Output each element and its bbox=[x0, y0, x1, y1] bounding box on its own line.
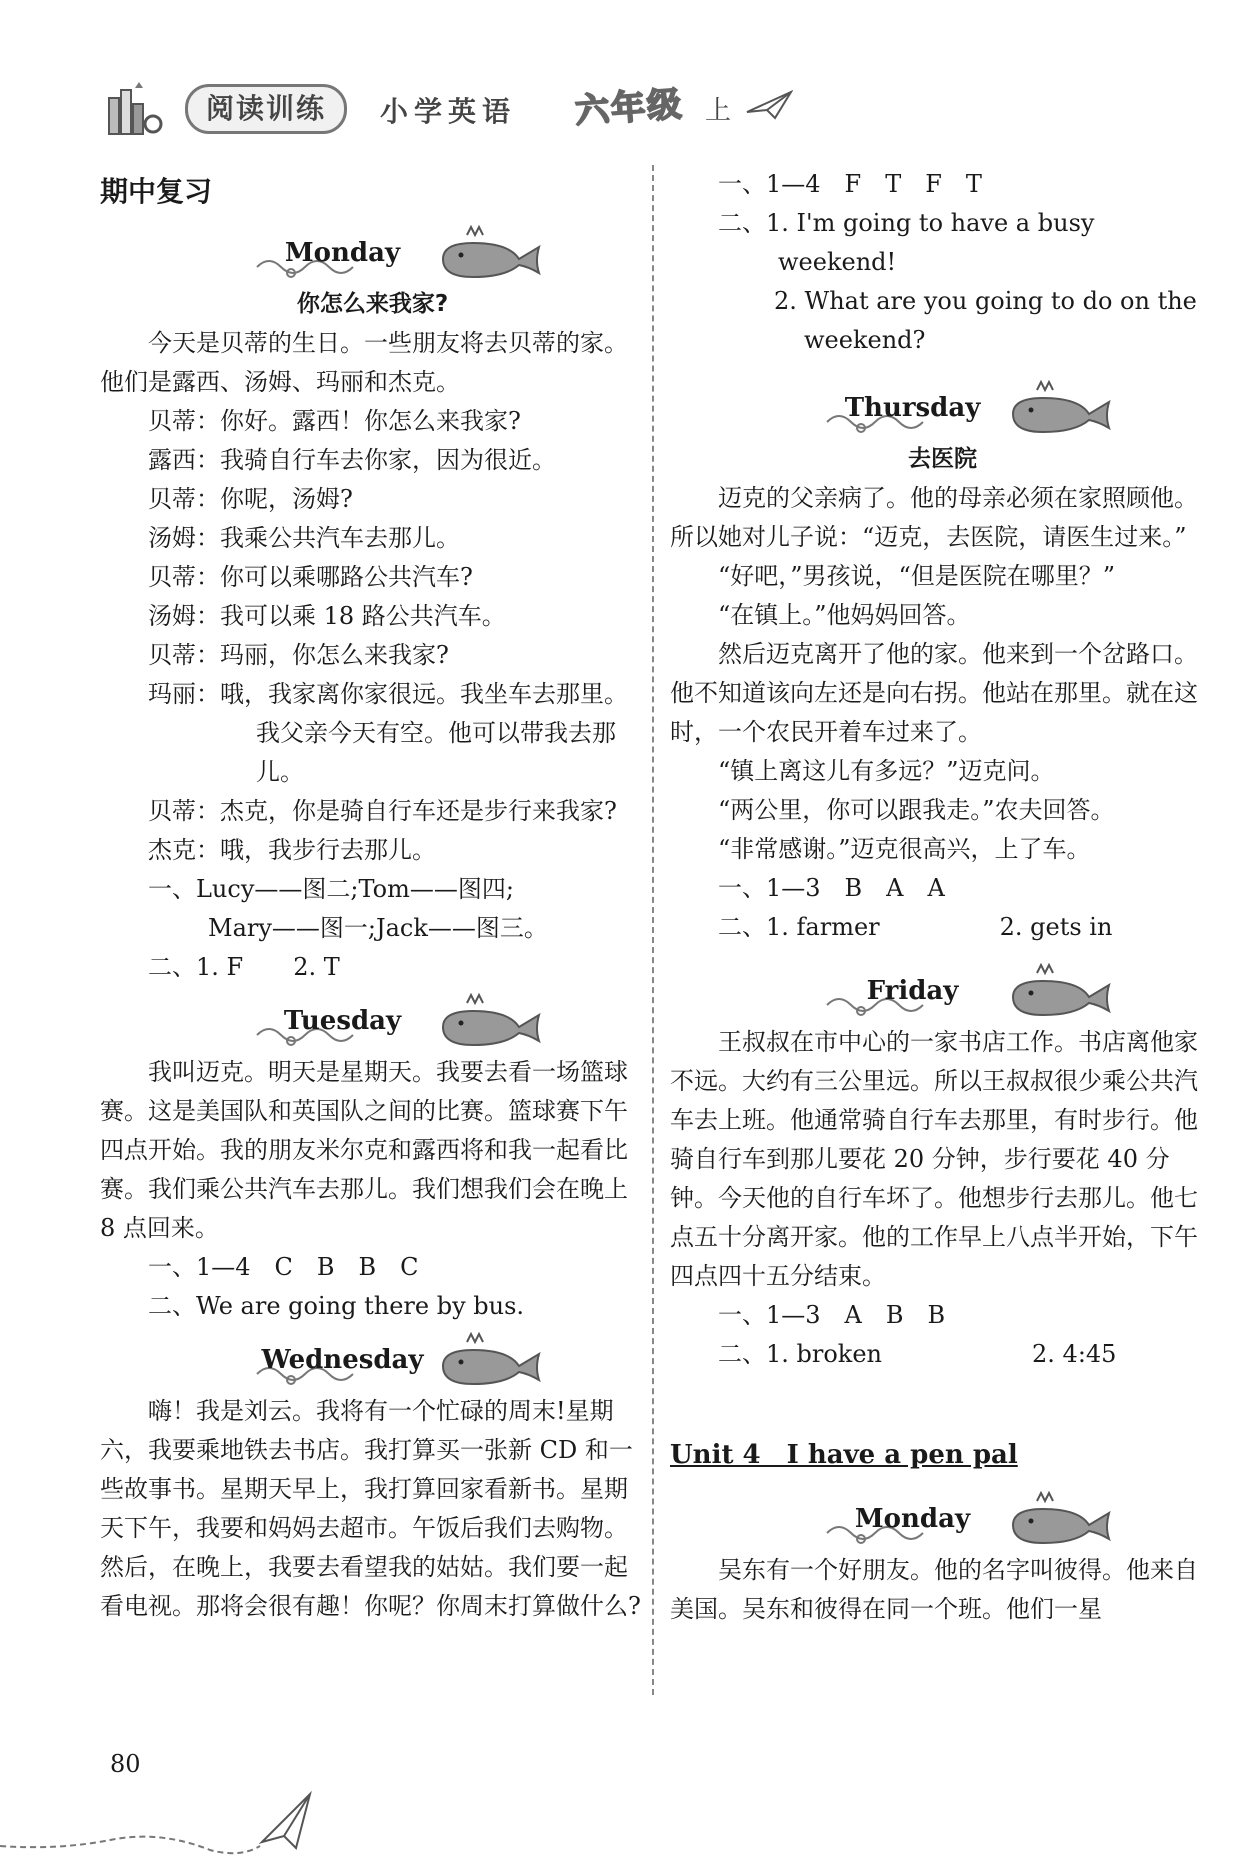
dialogue-line: 汤姆：我乘公共汽车去那儿。 bbox=[148, 524, 460, 552]
answer-item: 2. gets in bbox=[999, 913, 1113, 941]
day-heading-monday-unit4 bbox=[670, 1491, 1215, 1547]
dialogue-line: 贝蒂：玛丽，你怎么来我家? bbox=[148, 641, 449, 669]
answer-line bbox=[670, 1335, 1215, 1374]
answer-line: 一、Lucy——图二;Tom——图四; bbox=[148, 875, 514, 903]
whale-icon bbox=[1005, 963, 1115, 1019]
passage-text: 王叔叔在市中心的一家书店工作。书店离他家不远。大约有三公里远。所以王叔叔很少乘公共汽车去上班。他通常骑自行车去那里，有时步行。他骑自行车到那儿要花 20 分钟，步行要花 40 分钟。今天他的自行车坏了。他想步行去那儿。他七点五十分离开家。他的工作早上八点半开始，下午四点四十五分结束。 bbox=[670, 1028, 1198, 1290]
paper-plane-icon bbox=[745, 88, 793, 122]
dialogue-line: 玛丽：哦，我家离你家很远。我坐车去那里。我父亲今天有空。他可以带我去那儿。 bbox=[148, 680, 628, 786]
whale-icon bbox=[435, 993, 545, 1049]
dialogue-line: 贝蒂：杰克，你是骑自行车还是步行来我家? bbox=[148, 797, 617, 825]
day-heading-friday bbox=[670, 963, 1215, 1019]
answer-item: 二、1. F bbox=[148, 953, 244, 981]
day-heading-thursday bbox=[670, 380, 1215, 436]
passage-paragraph: “好吧，”男孩说，“但是医院在哪里？” bbox=[718, 562, 1116, 590]
passage-text: 吴东有一个好朋友。他的名字叫彼得。他来自美国。吴东和彼得在同一个班。他们一星 bbox=[670, 1556, 1198, 1623]
answer-line: Mary——图一;Jack——图三。 bbox=[208, 914, 548, 942]
left-column bbox=[100, 165, 645, 1626]
unit-title: Unit 4 I have a pen pal bbox=[670, 1440, 1018, 1470]
day-name: Monday bbox=[284, 238, 401, 268]
passage-paragraph: “镇上离这儿有多远？”迈克问。 bbox=[718, 757, 1055, 785]
answer-line: 一、1—4 F T F T bbox=[718, 170, 982, 198]
right-column bbox=[670, 165, 1215, 1629]
whale-icon bbox=[435, 225, 545, 281]
answer-item: 二、1. farmer bbox=[718, 913, 880, 941]
term-label: 上 bbox=[705, 96, 732, 126]
answer-line: 二、1. I'm going to have a busy weekend! bbox=[718, 209, 1095, 276]
answer-line: 2. What are you going to do on the weekend? bbox=[774, 287, 1197, 354]
section-title: 期中复习 bbox=[100, 175, 213, 208]
answer-line: 二、We are going there by bus. bbox=[148, 1292, 525, 1320]
answer-item: 2. T bbox=[293, 953, 340, 981]
whale-icon bbox=[1005, 380, 1115, 436]
answer-item: 2. 4:45 bbox=[1032, 1340, 1117, 1368]
paper-plane-icon bbox=[262, 1794, 310, 1848]
passage-intro: 今天是贝蒂的生日。一些朋友将去贝蒂的家。他们是露西、汤姆、玛丽和杰克。 bbox=[100, 329, 628, 396]
passage-paragraph: “两公里，你可以跟我走。”农夫回答。 bbox=[718, 796, 1115, 824]
passage-text: 嗨！我是刘云。我将有一个忙碌的周末!星期六，我要乘地铁去书店。我打算买一张新 CD 和一些故事书。星期天早上，我打算回家看新书。星期天下午，我要和妈妈去超市。午饭后我们去购物。然后，在晚上，我要去看望我的姑姑。我们要一起看电视。那将会很有趣！你呢？你周末打算做什么? bbox=[100, 1397, 641, 1620]
day-name: Monday bbox=[854, 1504, 971, 1534]
dialogue-line: 贝蒂：你可以乘哪路公共汽车? bbox=[148, 563, 473, 591]
day-heading-wednesday bbox=[100, 1332, 645, 1388]
page-number: 80 bbox=[110, 1750, 141, 1778]
dialogue-line: 露西：我骑自行车去你家，因为很近。 bbox=[148, 446, 556, 474]
whale-icon bbox=[435, 1332, 545, 1388]
passage-paragraph: 然后迈克离开了他的家。他来到一个岔路口。他不知道该向左还是向右拐。他站在那里。就在这时，一个农民开着车过来了。 bbox=[670, 640, 1198, 746]
day-name: Tuesday bbox=[283, 1006, 402, 1036]
subject-label: 小学英语 bbox=[380, 95, 517, 128]
passage-paragraph: “非常感谢。”迈克很高兴，上了车。 bbox=[718, 835, 1091, 863]
day-name: Thursday bbox=[844, 393, 981, 423]
answer-line bbox=[100, 948, 645, 987]
dialogue-line: 贝蒂：你好。露西！你怎么来我家? bbox=[148, 407, 521, 435]
day-name: Friday bbox=[866, 976, 959, 1006]
passage-title: 去医院 bbox=[908, 446, 977, 472]
page-header bbox=[95, 70, 815, 140]
passage-title: 你怎么来我家? bbox=[296, 291, 449, 317]
answer-line: 一、1—3 A B B bbox=[718, 1301, 946, 1329]
books-icon bbox=[105, 80, 165, 140]
answer-item: 二、1. broken bbox=[718, 1340, 883, 1368]
day-heading-tuesday bbox=[100, 993, 645, 1049]
answer-line bbox=[670, 908, 1215, 947]
day-name: Wednesday bbox=[261, 1345, 424, 1375]
dialogue-line: 杰克：哦，我步行去那儿。 bbox=[148, 836, 436, 864]
column-divider bbox=[652, 165, 654, 1695]
answer-line: 一、1—4 C B B C bbox=[148, 1253, 419, 1281]
passage-paragraph: 迈克的父亲病了。他的母亲必须在家照顾他。所以她对儿子说：“迈克，去医院，请医生过来。” bbox=[670, 484, 1198, 551]
answer-line: 一、1—3 B A A bbox=[718, 874, 945, 902]
passage-paragraph: “在镇上。”他妈妈回答。 bbox=[718, 601, 971, 629]
dialogue-line: 贝蒂：你呢，汤姆? bbox=[148, 485, 353, 513]
footer-decoration bbox=[0, 1750, 330, 1860]
book-title: 阅读训练 bbox=[185, 84, 347, 134]
passage-text: 我叫迈克。明天是星期天。我要去看一场篮球赛。这是美国队和英国队之间的比赛。篮球赛下午四点开始。我的朋友米尔克和露西将和我一起看比赛。我们乘公共汽车去那儿。我们想我们会在晚上 8 点回来。 bbox=[100, 1058, 628, 1242]
whale-icon bbox=[1005, 1491, 1115, 1547]
dialogue-line: 汤姆：我可以乘 18 路公共汽车。 bbox=[148, 602, 506, 630]
day-heading-monday bbox=[100, 225, 645, 281]
grade-label: 六年级 bbox=[573, 84, 685, 132]
